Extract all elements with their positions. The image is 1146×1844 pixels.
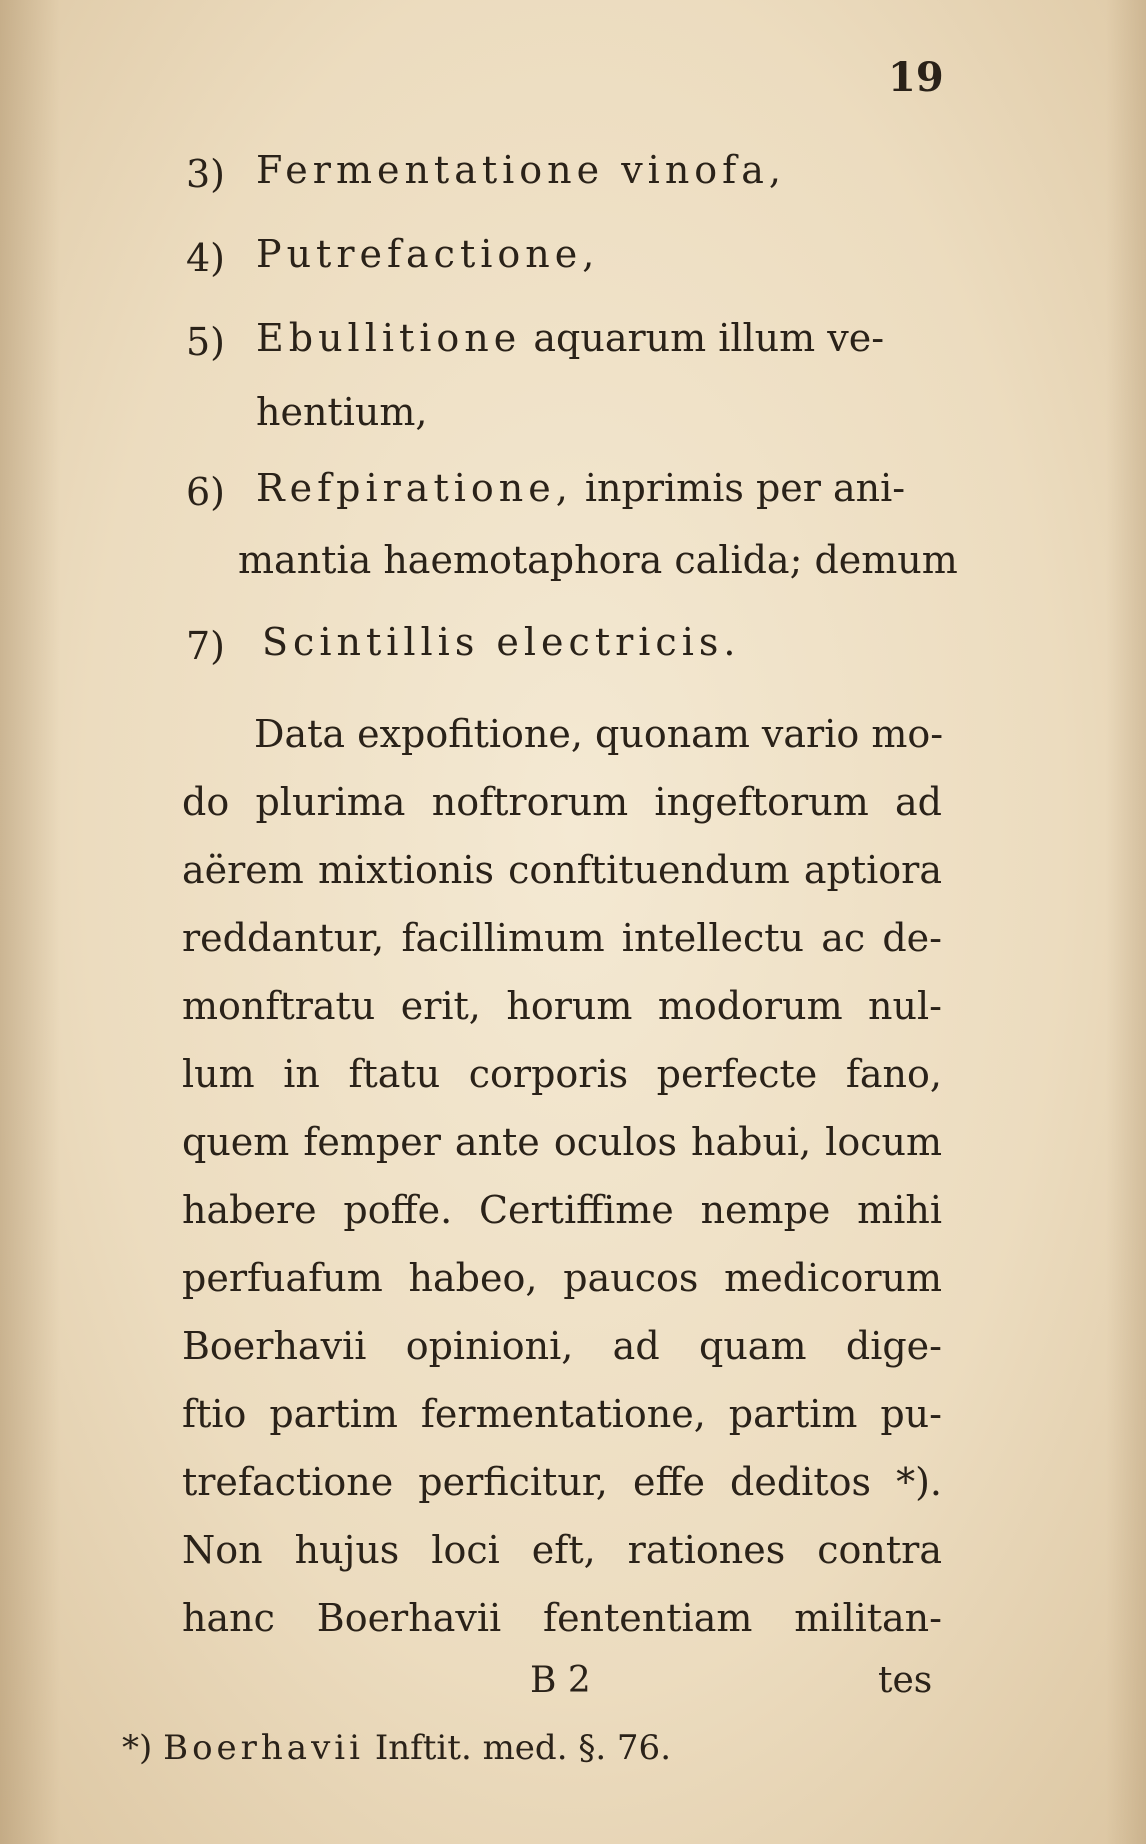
list-item-text: Putrefactione, <box>256 232 600 276</box>
list-item-rest: inprimis per ani- <box>584 466 906 510</box>
page-number: 19 <box>888 54 944 101</box>
list-item-number: 3) <box>186 152 226 196</box>
paragraph-line: perfuafum habeo, paucos medicorum <box>182 1256 942 1300</box>
list-item-continuation: mantia haemotaphora calida; demum <box>238 538 958 582</box>
list-item-continuation: hentium, <box>256 390 428 434</box>
list-item-number: 6) <box>186 470 226 514</box>
paragraph-line: trefactione perficitur, effe deditos *). <box>182 1460 942 1504</box>
list-item-emphasis: Ebullitione <box>256 316 522 360</box>
paragraph-line: lum in ftatu corporis perfecte fano, <box>182 1052 942 1096</box>
paragraph-line: Non hujus loci eft, rationes contra <box>182 1528 942 1572</box>
catchword: tes <box>878 1660 933 1701</box>
page-edge-shadow-right <box>1106 0 1146 1844</box>
signature-mark: B 2 <box>530 1660 591 1701</box>
list-item-text: Scintillis electricis. <box>262 620 741 664</box>
footnote-author: Boerhavii <box>163 1728 365 1768</box>
paragraph-line: Boerhavii opinioni, ad quam dige- <box>182 1324 942 1368</box>
footnote-text: Inftit. med. §. 76. <box>374 1728 671 1768</box>
paragraph-line: hanc Boerhavii fententiam militan- <box>182 1596 942 1640</box>
list-item-rest: aquarum illum ve- <box>533 316 885 360</box>
list-item-number: 7) <box>186 624 226 668</box>
paragraph <box>182 700 942 1652</box>
paragraph-line: aërem mixtionis conftituendum aptiora <box>182 848 942 892</box>
paragraph-line: do plurima noftrorum ingeftorum ad <box>182 780 942 824</box>
paragraph-line: habere poffe. Certiffime nempe mihi <box>182 1188 942 1232</box>
paragraph-line: Data expofitione, quonam vario mo- <box>254 712 944 756</box>
page-edge-shadow-left <box>0 0 60 1844</box>
paragraph-line: ftio partim fermentatione, partim pu- <box>182 1392 942 1436</box>
list-item-number: 5) <box>186 320 226 364</box>
list-item-text: Fermentatione vinofa, <box>256 148 786 192</box>
list-item-number: 4) <box>186 236 226 280</box>
paragraph-line: reddantur, facillimum intellectu ac de- <box>182 916 942 960</box>
list-item-text <box>256 464 905 512</box>
footnote-mark: *) <box>122 1728 153 1768</box>
paragraph-line: monftratu erit, horum modorum nul- <box>182 984 942 1028</box>
paragraph-line: quem femper ante oculos habui, locum <box>182 1120 942 1164</box>
list-item-emphasis: Refpiratione, <box>256 466 573 510</box>
list-item-text <box>256 314 884 362</box>
footnote <box>122 1728 671 1768</box>
